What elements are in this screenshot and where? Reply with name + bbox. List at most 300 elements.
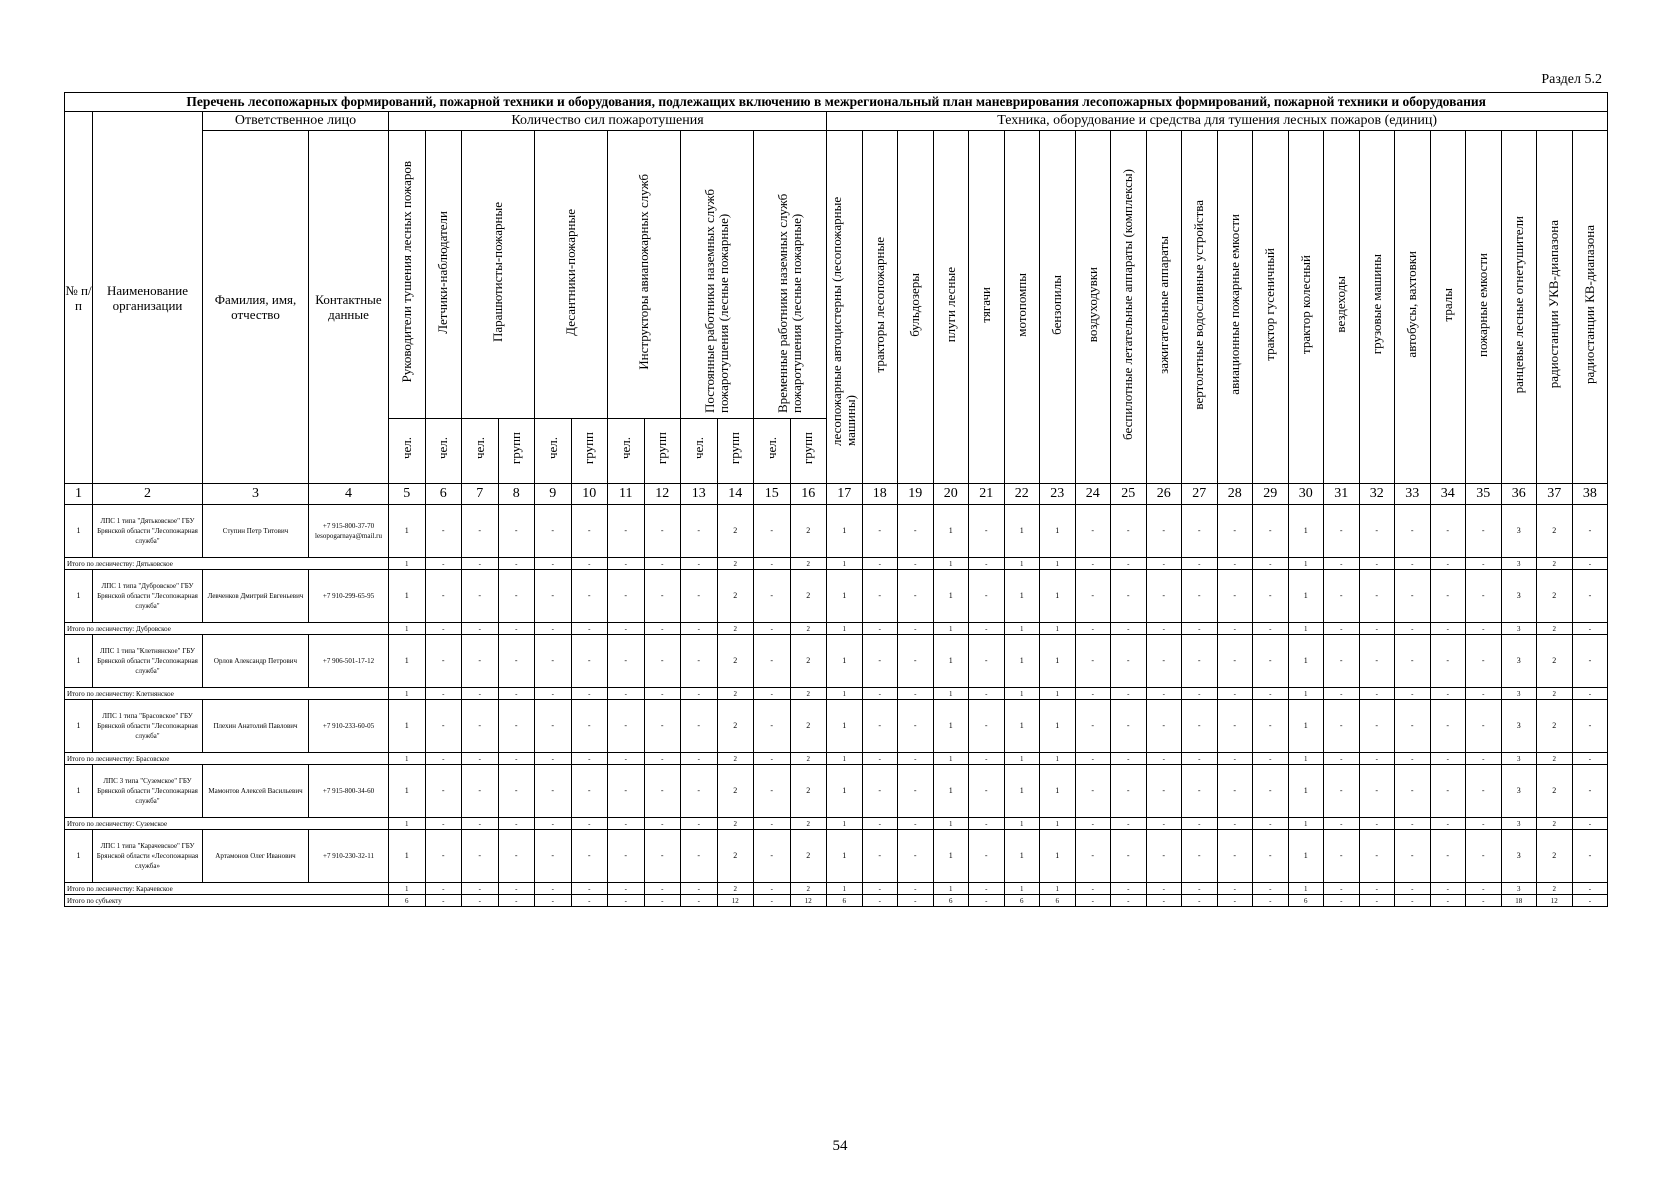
row-value: -: [1395, 765, 1431, 818]
subtotal-value: -: [1253, 753, 1289, 765]
header-equipment-15-text: грузовые машины: [1368, 254, 1384, 355]
subtotal-value: -: [1395, 688, 1431, 700]
subtotal-value: -: [425, 688, 462, 700]
column-number: 33: [1395, 484, 1431, 505]
header-equipment-1-text: тракторы лесопожарные: [871, 236, 887, 373]
row-value: -: [1182, 700, 1218, 753]
row-value: 1: [1004, 830, 1040, 883]
column-number: 37: [1537, 484, 1573, 505]
row-value: -: [1324, 570, 1360, 623]
row-value: -: [1324, 830, 1360, 883]
subtotal-value: -: [571, 558, 608, 570]
subtotal-value: -: [862, 623, 898, 635]
subtotal-value: 3: [1501, 558, 1537, 570]
row-value: -: [1075, 570, 1111, 623]
header-num: № п/п: [65, 112, 93, 484]
subtotal-value: 2: [790, 753, 827, 765]
total-value: -: [462, 895, 499, 907]
row-value: 1: [827, 505, 863, 558]
row-value: -: [571, 570, 608, 623]
row-value: -: [425, 830, 462, 883]
unit-8-text: групп: [508, 432, 524, 465]
subtotal-value: -: [1111, 883, 1147, 895]
row-value: 1: [827, 700, 863, 753]
subtotal-value: -: [1111, 753, 1147, 765]
column-number: 12: [644, 484, 681, 505]
header-equipment-13-text: трактор колесный: [1297, 255, 1313, 354]
subtotal-value: 1: [827, 558, 863, 570]
row-value: -: [969, 765, 1005, 818]
row-value: -: [1146, 635, 1182, 688]
subtotal-value: -: [754, 623, 791, 635]
total-value: 6: [933, 895, 969, 907]
subtotal-value: -: [862, 558, 898, 570]
column-number: 3: [203, 484, 309, 505]
subtotal-value: -: [681, 883, 718, 895]
row-value: 3: [1501, 505, 1537, 558]
subtotal-value: -: [1182, 753, 1218, 765]
row-org: ЛПС 1 типа "Карачевское" ГБУ Брянской области «Лесопожарная служба»: [93, 830, 203, 883]
header-force-observers-text: Летчики-наблюдатели: [435, 210, 451, 334]
row-value: 1: [933, 505, 969, 558]
header-force-leaders: [389, 131, 426, 419]
subtotal-value: -: [462, 558, 499, 570]
header-equipment-0-text: лесопожарные автоцистерны (лесопожарные машины): [829, 196, 859, 446]
subtotal-value: -: [1466, 688, 1502, 700]
subtotal-value: -: [898, 623, 934, 635]
header-force-3-text: Десантники-пожарные: [563, 208, 578, 336]
row-value: 3: [1501, 570, 1537, 623]
unit-11-text: чел.: [617, 437, 633, 460]
subtotal-value: 1: [1040, 688, 1076, 700]
row-value: -: [898, 635, 934, 688]
column-number: 31: [1324, 484, 1360, 505]
row-value: -: [681, 570, 718, 623]
row-value: -: [425, 635, 462, 688]
subtotal-value: 2: [1537, 558, 1573, 570]
row-value: -: [969, 570, 1005, 623]
table-row: [65, 635, 1608, 688]
subtotal-value: -: [498, 558, 535, 570]
subtotal-value: 1: [1040, 623, 1076, 635]
subtotal-value: -: [1253, 623, 1289, 635]
header-equipment-11-text: авиационные пожарные емкости: [1226, 214, 1242, 395]
header-equipment-9: [1146, 131, 1182, 484]
subtotal-value: 2: [717, 883, 754, 895]
subtotal-value: -: [1572, 558, 1608, 570]
subtotal-value: -: [1146, 623, 1182, 635]
row-value: -: [754, 570, 791, 623]
subtotal-value: -: [898, 753, 934, 765]
unit-13: [681, 419, 718, 484]
subtotal-value: -: [1359, 623, 1395, 635]
column-number: 13: [681, 484, 718, 505]
row-value: -: [1146, 570, 1182, 623]
subtotal-value: -: [644, 883, 681, 895]
row-value: -: [498, 700, 535, 753]
column-number: 32: [1359, 484, 1395, 505]
row-value: 2: [1537, 570, 1573, 623]
subtotal-value: -: [1359, 818, 1395, 830]
row-num: 1: [65, 765, 93, 818]
subtotal-value: -: [969, 623, 1005, 635]
subtotal-value: -: [1111, 623, 1147, 635]
row-value: -: [754, 765, 791, 818]
row-value: -: [644, 700, 681, 753]
unit-13-text: чел.: [690, 437, 706, 460]
header-equipment-12: [1253, 131, 1289, 484]
row-value: 2: [717, 700, 754, 753]
total-value: -: [754, 895, 791, 907]
row-value: -: [1111, 830, 1147, 883]
row-value: -: [898, 765, 934, 818]
row-value: -: [1395, 505, 1431, 558]
row-value: -: [898, 830, 934, 883]
subtotal-value: 1: [389, 818, 426, 830]
header-equipment-4: [969, 131, 1005, 484]
row-value: -: [1182, 830, 1218, 883]
row-value: -: [1075, 700, 1111, 753]
total-value: -: [681, 895, 718, 907]
row-value: -: [535, 635, 572, 688]
row-value: 1: [827, 570, 863, 623]
table-row: [65, 570, 1608, 623]
row-value: -: [1253, 505, 1289, 558]
table-row: [65, 830, 1608, 883]
subtotal-value: -: [1217, 818, 1253, 830]
total-value: 12: [1537, 895, 1573, 907]
row-value: -: [1182, 635, 1218, 688]
row-value: -: [1324, 700, 1360, 753]
subtotal-value: -: [608, 688, 645, 700]
row-value: -: [1572, 700, 1608, 753]
row-value: 1: [1040, 765, 1076, 818]
row-value: 1: [1004, 700, 1040, 753]
row-value: 1: [1288, 700, 1324, 753]
row-value: -: [1111, 635, 1147, 688]
subtotal-value: -: [898, 818, 934, 830]
subtotal-value: -: [571, 818, 608, 830]
subtotal-value: -: [1253, 883, 1289, 895]
subtotal-value: -: [1075, 818, 1111, 830]
subtotal-value: -: [571, 753, 608, 765]
subtotal-row: [65, 883, 1608, 895]
unit-9-text: чел.: [544, 437, 560, 460]
column-number: 4: [309, 484, 389, 505]
subtotal-value: 3: [1501, 883, 1537, 895]
row-value: -: [1146, 700, 1182, 753]
total-value: -: [862, 895, 898, 907]
header-equipment-15: [1359, 131, 1395, 484]
total-value: -: [1182, 895, 1218, 907]
unit-8: [498, 419, 535, 484]
header-equipment-17-text: тралы: [1439, 287, 1455, 322]
row-contacts: +7 915-800-34-60: [309, 765, 389, 818]
subtotal-value: -: [462, 753, 499, 765]
total-value: -: [644, 895, 681, 907]
subtotal-value: -: [1217, 753, 1253, 765]
row-value: -: [644, 570, 681, 623]
subtotal-value: -: [1430, 883, 1466, 895]
row-value: 1: [1040, 635, 1076, 688]
row-contacts: +7 906-501-17-12: [309, 635, 389, 688]
subtotal-value: -: [425, 558, 462, 570]
subtotal-value: -: [498, 818, 535, 830]
subtotal-label: Итого по лесничеству: Клетнянское: [65, 688, 389, 700]
column-number: 23: [1040, 484, 1076, 505]
subtotal-value: 2: [790, 558, 827, 570]
row-value: -: [1430, 700, 1466, 753]
row-value: 1: [827, 635, 863, 688]
unit-10: [571, 419, 608, 484]
subtotal-value: 1: [1288, 688, 1324, 700]
subtotal-value: 2: [717, 623, 754, 635]
subtotal-value: -: [1430, 753, 1466, 765]
row-org: ЛПС 3 типа "Суземское" ГБУ Брянской области "Лесопожарная служба": [93, 765, 203, 818]
subtotal-value: 2: [717, 753, 754, 765]
subtotal-value: 1: [933, 623, 969, 635]
subtotal-value: -: [754, 883, 791, 895]
row-value: -: [462, 635, 499, 688]
header-equipment-0: [827, 131, 863, 484]
row-num: 1: [65, 570, 93, 623]
row-value: -: [462, 765, 499, 818]
subtotal-value: 1: [933, 558, 969, 570]
column-number: 16: [790, 484, 827, 505]
row-value: 2: [1537, 765, 1573, 818]
row-num: 1: [65, 635, 93, 688]
subtotal-value: -: [1182, 688, 1218, 700]
unit-6: [425, 419, 462, 484]
subtotal-value: -: [969, 753, 1005, 765]
subtotal-value: -: [754, 753, 791, 765]
row-value: -: [571, 765, 608, 818]
header-force-3: [535, 131, 608, 419]
subtotal-value: -: [462, 818, 499, 830]
subtotal-value: -: [1146, 688, 1182, 700]
subtotal-value: -: [535, 883, 572, 895]
row-value: 1: [827, 765, 863, 818]
subtotal-value: 1: [389, 558, 426, 570]
subtotal-value: -: [1324, 818, 1360, 830]
column-number: 20: [933, 484, 969, 505]
header-equipment-6: [1040, 131, 1076, 484]
row-value: -: [644, 635, 681, 688]
subtotal-value: -: [535, 688, 572, 700]
unit-16: [790, 419, 827, 484]
total-value: 18: [1501, 895, 1537, 907]
total-value: -: [1395, 895, 1431, 907]
row-value: -: [462, 830, 499, 883]
column-number: 36: [1501, 484, 1537, 505]
row-value: -: [1395, 830, 1431, 883]
row-value: 1: [1004, 635, 1040, 688]
row-value: -: [969, 505, 1005, 558]
table-row: [65, 505, 1608, 558]
row-value: 1: [389, 505, 426, 558]
subtotal-value: 2: [790, 883, 827, 895]
subtotal-value: -: [1324, 558, 1360, 570]
row-value: 2: [1537, 700, 1573, 753]
header-equipment: Техника, оборудование и средства для тушения лесных пожаров (единиц): [827, 112, 1608, 131]
subtotal-value: 1: [1288, 753, 1324, 765]
row-value: 3: [1501, 830, 1537, 883]
subtotal-value: -: [1395, 623, 1431, 635]
subtotal-value: -: [1572, 688, 1608, 700]
row-value: 1: [933, 830, 969, 883]
subtotal-value: -: [862, 688, 898, 700]
subtotal-value: 2: [790, 818, 827, 830]
subtotal-value: -: [1430, 688, 1466, 700]
header-equipment-16: [1395, 131, 1431, 484]
header-equipment-2-text: бульдозеры: [907, 272, 923, 337]
row-value: -: [1466, 830, 1502, 883]
row-value: -: [644, 505, 681, 558]
subtotal-value: -: [644, 688, 681, 700]
row-value: -: [462, 570, 499, 623]
subtotal-value: -: [644, 558, 681, 570]
subtotal-value: -: [1217, 688, 1253, 700]
total-value: -: [1324, 895, 1360, 907]
subtotal-value: 2: [790, 688, 827, 700]
subtotal-value: -: [1572, 883, 1608, 895]
row-value: 3: [1501, 700, 1537, 753]
row-value: -: [862, 765, 898, 818]
row-value: 2: [790, 765, 827, 818]
row-value: -: [1359, 570, 1395, 623]
row-value: -: [1359, 635, 1395, 688]
unit-7-text: чел.: [471, 437, 487, 460]
header-force-leaders-text: Руководители тушения лесных пожаров: [398, 161, 414, 383]
row-value: -: [1146, 830, 1182, 883]
row-value: -: [644, 830, 681, 883]
column-number: 2: [93, 484, 203, 505]
total-value: 12: [717, 895, 754, 907]
row-value: 1: [1004, 765, 1040, 818]
subtotal-value: 1: [1288, 883, 1324, 895]
column-number: 30: [1288, 484, 1324, 505]
header-equipment-3-text: плуги лесные: [942, 266, 958, 343]
total-value: 6: [389, 895, 426, 907]
subtotal-value: -: [754, 558, 791, 570]
header-equipment-10: [1182, 131, 1218, 484]
subtotal-value: -: [644, 753, 681, 765]
subtotal-value: -: [1572, 753, 1608, 765]
row-value: 1: [1040, 570, 1076, 623]
subtotal-value: -: [1182, 623, 1218, 635]
row-value: 2: [790, 635, 827, 688]
subtotal-value: -: [1217, 558, 1253, 570]
column-number: 38: [1572, 484, 1608, 505]
subtotal-value: -: [571, 688, 608, 700]
row-value: -: [1253, 635, 1289, 688]
subtotal-value: 1: [1288, 558, 1324, 570]
row-org: ЛПС 1 типа "Дубровское" ГБУ Брянской области "Лесопожарная служба": [93, 570, 203, 623]
subtotal-value: -: [1324, 688, 1360, 700]
subtotal-value: -: [1146, 818, 1182, 830]
row-value: -: [535, 765, 572, 818]
row-value: -: [608, 765, 645, 818]
row-value: -: [425, 505, 462, 558]
unit-5-text: чел.: [398, 437, 414, 460]
subtotal-value: -: [498, 753, 535, 765]
subtotal-value: -: [1395, 753, 1431, 765]
row-value: -: [1466, 765, 1502, 818]
row-value: -: [1111, 765, 1147, 818]
row-value: 1: [389, 830, 426, 883]
subtotal-value: -: [425, 883, 462, 895]
row-value: -: [1217, 635, 1253, 688]
row-value: -: [1359, 765, 1395, 818]
row-value: -: [571, 635, 608, 688]
row-value: 1: [389, 570, 426, 623]
header-equipment-18: [1466, 131, 1502, 484]
header-force-6: [754, 131, 827, 419]
subtotal-value: 1: [933, 818, 969, 830]
row-value: -: [862, 700, 898, 753]
row-value: 2: [717, 570, 754, 623]
subtotal-value: 2: [717, 558, 754, 570]
row-value: -: [1217, 505, 1253, 558]
subtotal-value: 1: [1004, 818, 1040, 830]
row-num: 1: [65, 700, 93, 753]
subtotal-value: 1: [1004, 623, 1040, 635]
row-fio: Плехин Анатолий Павлович: [203, 700, 309, 753]
subtotal-value: -: [898, 883, 934, 895]
row-value: 1: [389, 635, 426, 688]
unit-16-text: групп: [800, 432, 816, 465]
header-force-2-text: Парашютисты-пожарные: [490, 202, 505, 342]
column-number: 6: [425, 484, 462, 505]
row-value: -: [681, 635, 718, 688]
row-org: ЛПС 1 типа "Клетнянское" ГБУ Брянской области "Лесопожарная служба": [93, 635, 203, 688]
row-contacts: +7 910-233-60-05: [309, 700, 389, 753]
header-equipment-16-text: автобусы, вахтовки: [1404, 251, 1420, 358]
subtotal-value: -: [969, 818, 1005, 830]
subtotal-value: 1: [827, 688, 863, 700]
header-equipment-5: [1004, 131, 1040, 484]
subtotal-value: -: [608, 883, 645, 895]
subtotal-row: [65, 688, 1608, 700]
subtotal-value: -: [898, 558, 934, 570]
total-value: -: [1075, 895, 1111, 907]
subtotal-value: -: [498, 623, 535, 635]
row-value: -: [1395, 570, 1431, 623]
subtotal-value: -: [1111, 688, 1147, 700]
row-value: -: [1075, 505, 1111, 558]
row-value: -: [498, 830, 535, 883]
subtotal-value: 1: [827, 818, 863, 830]
total-value: -: [1146, 895, 1182, 907]
header-equipment-6-text: бензопилы: [1049, 274, 1065, 335]
subtotal-value: -: [462, 688, 499, 700]
subtotal-value: 1: [1288, 623, 1324, 635]
row-value: -: [1217, 830, 1253, 883]
row-value: 1: [1288, 570, 1324, 623]
header-equipment-21: [1572, 131, 1608, 484]
subtotal-value: -: [1075, 623, 1111, 635]
row-value: 1: [389, 700, 426, 753]
column-number: 26: [1146, 484, 1182, 505]
subtotal-value: -: [1395, 558, 1431, 570]
subtotal-value: -: [1146, 558, 1182, 570]
subtotal-value: 1: [1004, 558, 1040, 570]
unit-14-text: групп: [727, 432, 743, 465]
row-value: -: [498, 635, 535, 688]
row-value: -: [535, 700, 572, 753]
subtotal-value: 1: [933, 883, 969, 895]
row-value: -: [681, 505, 718, 558]
